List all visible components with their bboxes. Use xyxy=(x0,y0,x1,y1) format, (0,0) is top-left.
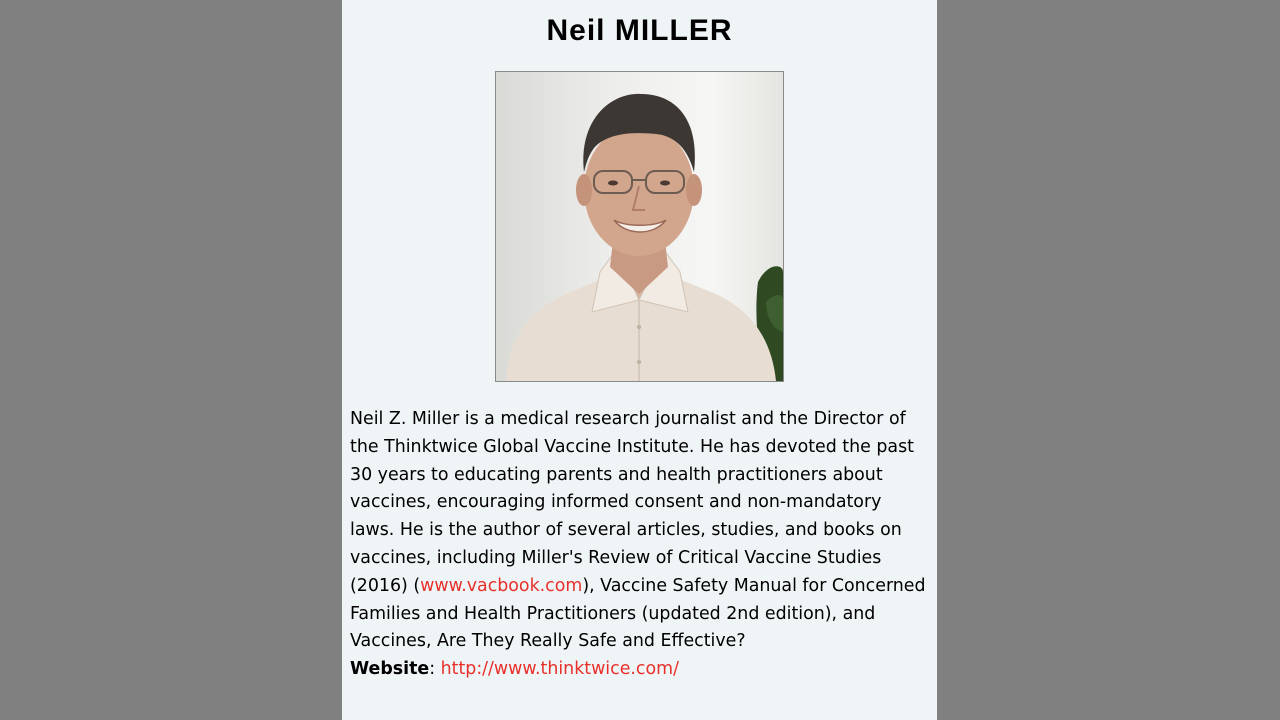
bio-text-part2: ), Vaccine Safety Manual for Concerned Families and Health Practitioners (updated 2nd edition), and Vaccines, Are They Really Safe and Effective? xyxy=(350,575,926,652)
website-separator: : xyxy=(429,659,441,680)
website-label: Website xyxy=(350,659,430,680)
bio-text-part1: Neil Z. Miller is a medical research journalist and the Director of the Thinktwice Global Vaccine Institute. He has devoted the past 30 years to educating parents and health practitioners about vaccines, encouraging informed consent and non-mandatory laws. He is the author of several articles, studies, and books on vaccines, including Miller's Review of Critical Vaccine Studies (2016) ( xyxy=(350,409,914,596)
profile-card xyxy=(342,0,937,720)
website-link[interactable]: http://www.thinktwice.com/ xyxy=(440,659,679,680)
page-title: Neil MILLER xyxy=(546,14,733,47)
portrait-photo xyxy=(495,71,784,382)
vacbook-link[interactable]: www.vacbook.com xyxy=(420,575,583,596)
bio-text xyxy=(350,406,930,684)
